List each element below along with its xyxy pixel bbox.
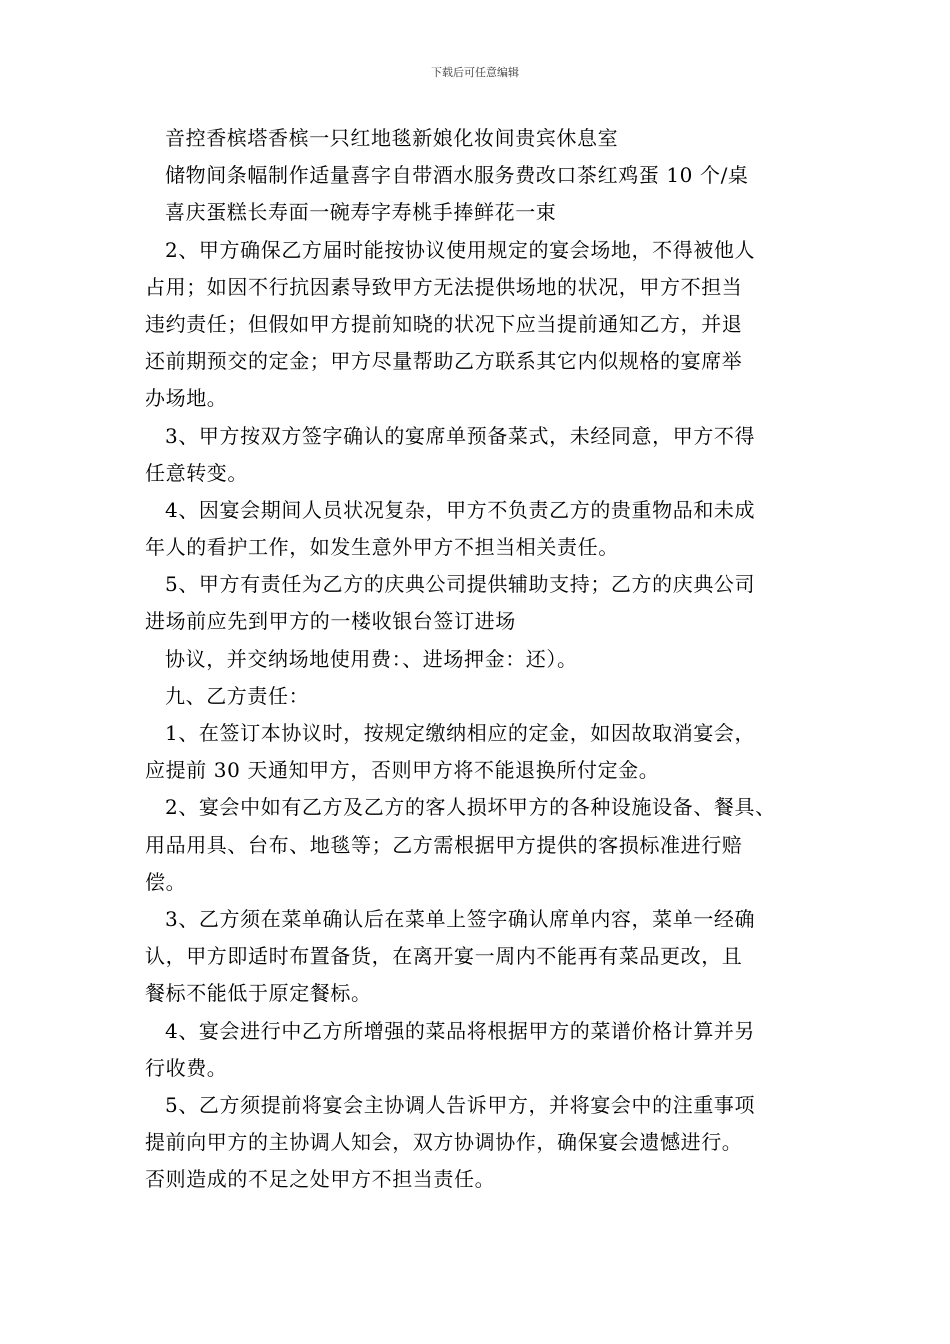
body-line: 餐标不能低于原定餐标。 <box>145 981 372 1006</box>
body-line: 4、宴会进行中乙方所增强的菜品将根据甲方的菜谱价格计算并另 <box>165 1018 756 1043</box>
body-line: 偿。 <box>145 869 187 894</box>
document-body <box>145 120 825 1198</box>
body-line: 认，甲方即适时布置备货，在离开宴一周内不能再有菜品更改，且 <box>145 944 743 969</box>
body-line: 行收费。 <box>145 1055 228 1080</box>
body-line: 年人的看护工作，如发生意外甲方不担当相关责任。 <box>145 535 619 560</box>
body-line: 音控香槟塔香槟一只红地毯新娘化妆间贵宾休息室 <box>165 126 619 150</box>
body-line: 用品用具、台布、地毯等；乙方需根据甲方提供的客损标准进行赔 <box>145 832 743 857</box>
body-line: 任意转变。 <box>145 460 248 485</box>
body-line: 提前向甲方的主协调人知会，双方协调协作，确保宴会遗憾进行。 <box>145 1130 743 1155</box>
body-line: 5、乙方须提前将宴会主协调人告诉甲方，并将宴会中的注重事项 <box>165 1092 756 1117</box>
body-line: 违约责任；但假如甲方提前知晓的状况下应当提前通知乙方，并退 <box>145 311 743 336</box>
section-heading: 九、乙方责任： <box>165 683 310 708</box>
page-header: 下载后可任意编辑 <box>431 66 519 79</box>
body-line: 4、因宴会期间人员状况复杂，甲方不负责乙方的贵重物品和未成 <box>165 497 756 522</box>
body-line: 还前期预交的定金；甲方尽量帮助乙方联系其它内似规格的宴席举 <box>145 349 743 374</box>
body-line: 喜庆蛋糕长寿面一碗寿字寿桃手捧鲜花一束 <box>165 200 557 225</box>
body-line: 协议，并交纳场地使用费：、进场押金：还）。 <box>165 646 578 671</box>
body-line: 应提前 30 天通知甲方，否则甲方将不能退换所付定金。 <box>145 758 660 783</box>
body-line: 2、甲方确保乙方届时能按协议使用规定的宴会场地，不得被他人 <box>165 237 756 262</box>
body-line: 3、乙方须在菜单确认后在菜单上签字确认席单内容，菜单一经确 <box>165 906 756 931</box>
body-line: 储物间条幅制作适量喜字自带酒水服务费改口茶红鸡蛋 10 个/桌 <box>165 163 749 188</box>
body-line: 1、在签订本协议时，按规定缴纳相应的定金，如因故取消宴会， <box>165 721 756 745</box>
body-line: 办场地。 <box>145 386 228 411</box>
body-line: 否则造成的不足之处甲方不担当责任。 <box>145 1167 496 1192</box>
body-line: 占用；如因不行抗因素导致甲方无法提供场地的状况，甲方不担当 <box>145 274 743 299</box>
body-line: 3、甲方按双方签字确认的宴席单预备菜式，未经同意，甲方不得 <box>165 423 756 448</box>
body-line: 2、宴会中如有乙方及乙方的客人损坏甲方的各种设施设备、餐具、 <box>165 795 776 820</box>
body-line: 进场前应先到甲方的一楼收银台签订进场 <box>145 609 516 634</box>
body-line: 5、甲方有责任为乙方的庆典公司提供辅助支持；乙方的庆典公司 <box>165 572 756 597</box>
